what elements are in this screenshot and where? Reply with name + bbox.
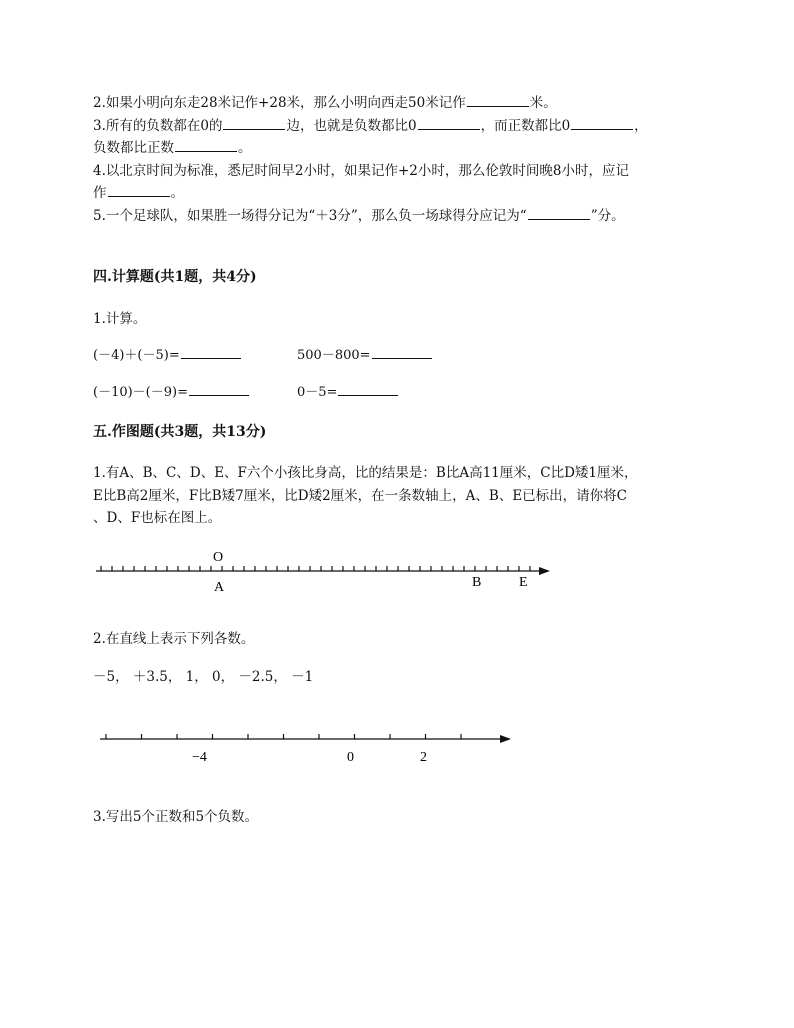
drawing-question-1-line3: 、D、F也标在图上。 <box>93 510 222 526</box>
numbers-list: －5， ＋3.5， 1， 0， －2.5， －1 <box>93 669 314 685</box>
point-e-label: E <box>519 575 528 590</box>
answer-blank[interactable] <box>372 345 432 359</box>
point-a-label: A <box>214 580 225 595</box>
axis-arrow <box>539 567 550 575</box>
answer-blank[interactable] <box>467 93 529 107</box>
question-4-line2: 作 。 <box>93 185 184 201</box>
answer-blank[interactable] <box>189 382 249 396</box>
answer-blank[interactable] <box>223 116 285 130</box>
drawing-question-1-line2: E比B高2厘米，F比B矮7厘米，比D矮2厘米，在一条数轴上，A、B、E已标出，请你将C <box>93 488 628 504</box>
origin-label: O <box>213 550 224 565</box>
number-line-1 <box>0 548 794 598</box>
answer-blank[interactable] <box>181 345 241 359</box>
section-5-heading: 五.作图题(共3题，共13分) <box>93 424 267 440</box>
axis-arrow <box>500 735 511 743</box>
point-b-label: B <box>472 575 482 590</box>
question-4: 4.以北京时间为标准，悉尼时间早2小时，如果记作+2小时，那么伦敦时间晚8小时，应记 <box>93 163 629 179</box>
tick-label-0: 0 <box>347 750 354 765</box>
answer-blank[interactable] <box>418 116 480 130</box>
calc-expr-1: (－4)＋(－5)= <box>93 344 242 363</box>
question-3: 3.所有的负数都在0的 边，也就是负数都比0 ，而正数都比0 ， <box>93 118 648 134</box>
section-4-heading: 四.计算题(共1题，共4分) <box>93 269 257 285</box>
calc-expr-3: (－10)－(－9)= <box>93 381 250 400</box>
calc-expr-2: 500－800= <box>297 344 433 363</box>
tick-label-neg4: −4 <box>192 750 207 765</box>
calc-expr-4: 0－5= <box>297 381 399 400</box>
answer-blank[interactable] <box>528 206 590 220</box>
drawing-question-3: 3.写出5个正数和5个负数。 <box>93 809 259 825</box>
answer-blank[interactable] <box>571 116 633 130</box>
drawing-question-1: 1.有A、B、C、D、E、F六个小孩比身高，比的结果是：B比A高11厘米，C比D矮1厘米， <box>93 465 638 481</box>
answer-blank[interactable] <box>108 183 170 197</box>
number-line-2 <box>0 726 794 766</box>
tick-label-2: 2 <box>420 750 427 765</box>
answer-blank[interactable] <box>175 138 237 152</box>
question-5: 5.一个足球队，如果胜一场得分记为“＋3分”，那么负一场球得分应记为“ ”分。 <box>93 208 625 224</box>
question-2: 2.如果小明向东走28米记作+28米，那么小明向西走50米记作 米。 <box>93 95 557 111</box>
answer-blank[interactable] <box>338 382 398 396</box>
calc-question-label: 1.计算。 <box>93 311 147 327</box>
question-3-line2: 负数都比正数 。 <box>93 140 252 156</box>
drawing-question-2: 2.在直线上表示下列各数。 <box>93 631 255 647</box>
